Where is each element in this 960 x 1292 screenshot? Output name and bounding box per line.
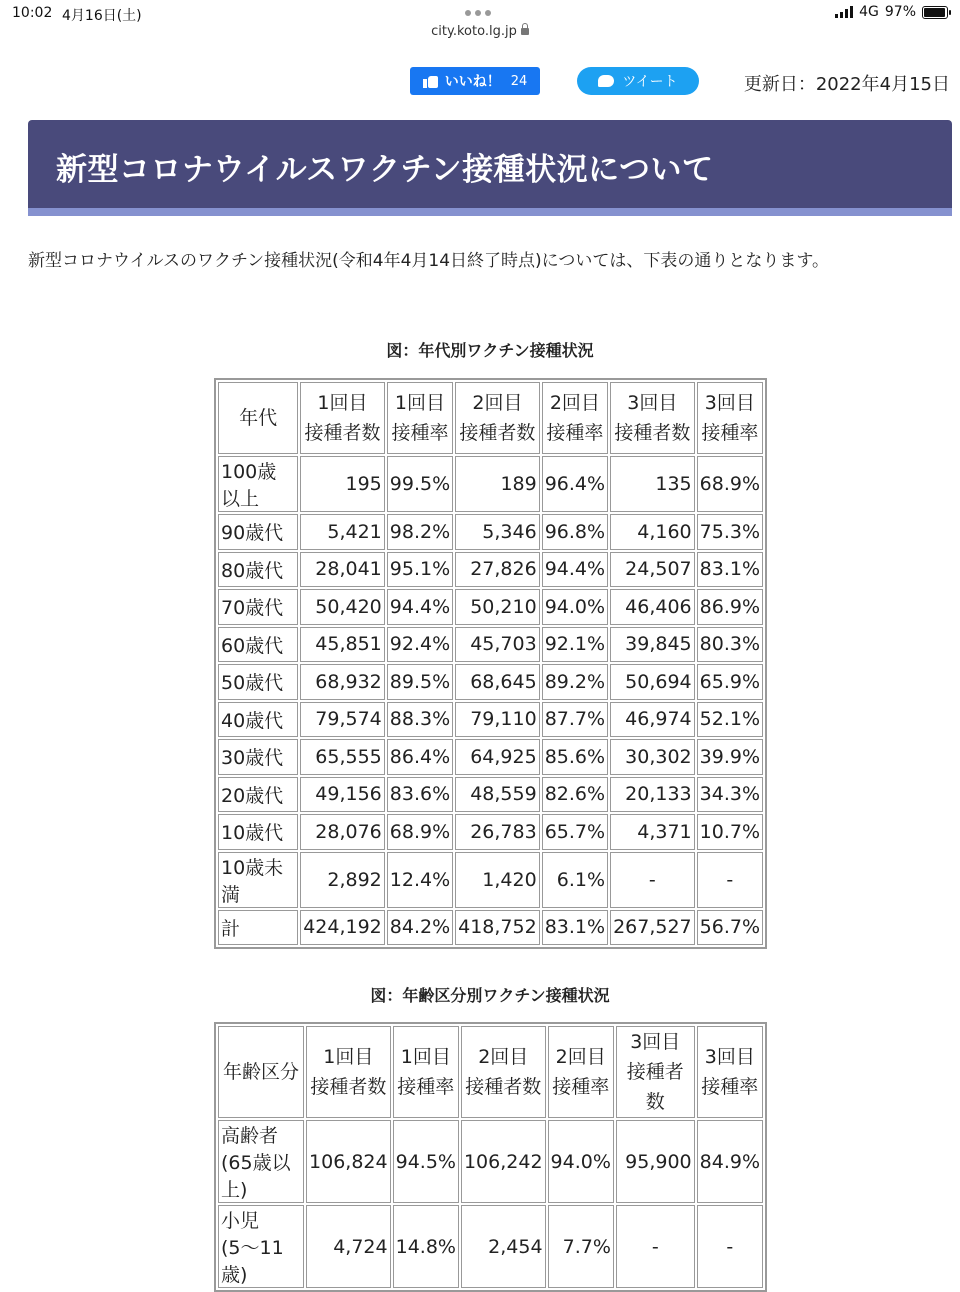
header-cell <box>387 382 453 454</box>
table-cell: 4,371 <box>610 814 695 850</box>
table-row <box>218 514 763 550</box>
table-cell: 79,574 <box>300 702 385 738</box>
row-label: 80歳代 <box>218 552 298 588</box>
table-cell: 28,076 <box>300 814 385 850</box>
header-cell: 年齢区分 <box>218 1026 304 1118</box>
table-cell: 94.5% <box>393 1120 459 1203</box>
table-row <box>218 814 763 850</box>
table-row <box>218 702 763 738</box>
row-label-line: (65歳以上) <box>221 1152 291 1201</box>
header-line: 接種率 <box>546 422 604 444</box>
header-line: 3回目 <box>627 392 678 414</box>
header-line: 接種率 <box>701 422 759 444</box>
header-line: 1回目 <box>400 1046 451 1068</box>
table-cell: 10.7% <box>697 814 763 850</box>
table-cell: 4,160 <box>610 514 695 550</box>
tweet-button[interactable] <box>577 67 699 95</box>
table2-caption: 図：年齢区分別ワクチン接種状況 <box>370 986 610 1005</box>
header-line: 接種率 <box>391 422 449 444</box>
twitter-bird-icon <box>598 75 614 87</box>
table-cell: 7.7% <box>548 1205 614 1288</box>
header-cell <box>610 382 695 454</box>
table-cell: 26,783 <box>455 814 540 850</box>
row-label <box>218 1205 304 1288</box>
table-cell: 189 <box>455 456 540 512</box>
row-label: 70歳代 <box>218 589 298 625</box>
table-cell: - <box>697 852 763 908</box>
table-cell: 2,892 <box>300 852 385 908</box>
table-cell: 80.3% <box>697 627 763 663</box>
table-cell: 106,242 <box>461 1120 546 1203</box>
page-title-bar <box>28 120 952 216</box>
table-cell: 39,845 <box>610 627 695 663</box>
table-row <box>218 910 763 946</box>
table-cell: 50,420 <box>300 589 385 625</box>
row-label: 40歳代 <box>218 702 298 738</box>
table-cell: 195 <box>300 456 385 512</box>
intro-text: 新型コロナウイルスのワクチン接種状況(令和4年4月14日終了時点)については、下表の通りとなります。 <box>28 251 829 271</box>
table-cell: 86.4% <box>387 739 453 775</box>
table-cell: 24,507 <box>610 552 695 588</box>
table-cell: 85.6% <box>542 739 608 775</box>
network-label: 4G <box>859 4 879 20</box>
table-row <box>218 589 763 625</box>
table-cell: 94.4% <box>542 552 608 588</box>
table-cell: 48,559 <box>455 777 540 813</box>
header-line: 接種率 <box>701 1076 759 1098</box>
table-cell: 5,421 <box>300 514 385 550</box>
row-label: 10歳未満 <box>218 852 298 908</box>
table-cell: 68,645 <box>455 664 540 700</box>
header-cell <box>461 1026 546 1118</box>
header-line: 接種者数 <box>614 422 691 444</box>
status-right <box>835 4 948 20</box>
battery-label: 97% <box>884 4 916 20</box>
url-text: city.koto.lg.jp <box>431 24 517 39</box>
table-cell: - <box>616 1205 695 1288</box>
table-cell: 56.7% <box>697 910 763 946</box>
table-cell: 65.7% <box>542 814 608 850</box>
table-cell: 89.2% <box>542 664 608 700</box>
table-cell: 98.2% <box>387 514 453 550</box>
table-cell: 75.3% <box>697 514 763 550</box>
table-header-row <box>218 382 763 454</box>
row-label: 50歳代 <box>218 664 298 700</box>
table-cell: 39.9% <box>697 739 763 775</box>
table-cell: 94.0% <box>542 589 608 625</box>
header-line: 2回目 <box>549 392 600 414</box>
row-label <box>218 1120 304 1203</box>
table-cell: 94.0% <box>548 1120 614 1203</box>
table-header-row <box>218 1026 763 1118</box>
table-cell: 92.1% <box>542 627 608 663</box>
header-line: 1回目 <box>394 392 445 414</box>
table-cell: 96.4% <box>542 456 608 512</box>
table-cell: 83.6% <box>387 777 453 813</box>
table-cell: 68.9% <box>697 456 763 512</box>
header-cell <box>300 382 385 454</box>
row-label: 60歳代 <box>218 627 298 663</box>
table-cell: 84.9% <box>697 1120 763 1203</box>
table-cell: - <box>697 1205 763 1288</box>
row-label: 計 <box>218 910 298 946</box>
table-cell: 83.1% <box>697 552 763 588</box>
table-cell: 418,752 <box>455 910 540 946</box>
table-row <box>218 552 763 588</box>
table-cell: 83.1% <box>542 910 608 946</box>
table-cell: 34.3% <box>697 777 763 813</box>
table-cell: 45,703 <box>455 627 540 663</box>
header-cell <box>697 1026 763 1118</box>
header-cell <box>548 1026 614 1118</box>
table-cell: 82.6% <box>542 777 608 813</box>
table-cell: 14.8% <box>393 1205 459 1288</box>
table-cell: 95,900 <box>616 1120 695 1203</box>
header-cell <box>306 1026 391 1118</box>
header-line: 接種者数 <box>626 1061 684 1113</box>
header-line: 接種者数 <box>465 1076 542 1098</box>
table-cell: 45,851 <box>300 627 385 663</box>
header-cell <box>616 1026 695 1118</box>
like-label: いいね！ <box>444 74 501 90</box>
table-cell: 52.1% <box>697 702 763 738</box>
table-cell: 28,041 <box>300 552 385 588</box>
header-line: 3回目 <box>704 1046 755 1068</box>
table1-caption: 図：年代別ワクチン接種状況 <box>386 341 594 360</box>
battery-icon <box>922 6 948 19</box>
table-cell: 84.2% <box>387 910 453 946</box>
header-line: 接種率 <box>552 1076 610 1098</box>
table-cell: 65.9% <box>697 664 763 700</box>
table-cell: 424,192 <box>300 910 385 946</box>
table-cell: 27,826 <box>455 552 540 588</box>
table-cell: 92.4% <box>387 627 453 663</box>
age-group-table <box>214 378 767 949</box>
table-cell: 135 <box>610 456 695 512</box>
signal-icon <box>835 6 853 18</box>
row-label: 20歳代 <box>218 777 298 813</box>
table-row <box>218 1205 763 1288</box>
header-line: 3回目 <box>630 1031 681 1053</box>
row-label: 30歳代 <box>218 739 298 775</box>
header-line: 2回目 <box>478 1046 529 1068</box>
status-time: 10:02 <box>12 5 53 21</box>
table-cell: 46,406 <box>610 589 695 625</box>
updated-date: 更新日：2022年4月15日 <box>743 74 950 95</box>
header-cell: 年代 <box>218 382 298 454</box>
header-line: 2回目 <box>555 1046 606 1068</box>
header-line: 接種者数 <box>304 422 381 444</box>
header-line: 接種者数 <box>310 1076 387 1098</box>
like-button[interactable] <box>410 67 540 95</box>
header-line: 1回目 <box>317 392 368 414</box>
header-line: 2回目 <box>472 392 523 414</box>
tweet-label: ツイート <box>622 74 678 90</box>
table-cell: 267,527 <box>610 910 695 946</box>
table-cell: 1,420 <box>455 852 540 908</box>
table-cell: 86.9% <box>697 589 763 625</box>
age-category-table <box>214 1022 767 1292</box>
table-cell: 50,210 <box>455 589 540 625</box>
status-date: 4月16日(土) <box>62 8 142 24</box>
table-cell: 50,694 <box>610 664 695 700</box>
table-cell: 94.4% <box>387 589 453 625</box>
table-cell: 2,454 <box>461 1205 546 1288</box>
row-label-line: 小児 <box>221 1210 260 1232</box>
table-cell: 12.4% <box>387 852 453 908</box>
thumbs-up-icon <box>423 74 439 88</box>
url-bar[interactable] <box>0 24 960 39</box>
table-cell: 68.9% <box>387 814 453 850</box>
social-bar <box>0 67 960 97</box>
header-cell <box>393 1026 459 1118</box>
table-cell: 6.1% <box>542 852 608 908</box>
header-line: 接種者数 <box>459 422 536 444</box>
row-label-line: 高齢者 <box>221 1125 279 1147</box>
table-row <box>218 777 763 813</box>
row-label: 100歳以上 <box>218 456 298 512</box>
table-row <box>218 664 763 700</box>
table-cell: 30,302 <box>610 739 695 775</box>
table-row <box>218 1120 763 1203</box>
table-cell: 64,925 <box>455 739 540 775</box>
table-cell: 89.5% <box>387 664 453 700</box>
like-count: 24 <box>510 73 528 89</box>
table-cell: 79,110 <box>455 702 540 738</box>
table-cell: 96.8% <box>542 514 608 550</box>
table-cell: 99.5% <box>387 456 453 512</box>
row-label: 10歳代 <box>218 814 298 850</box>
header-line: 1回目 <box>323 1046 374 1068</box>
table-cell: 88.3% <box>387 702 453 738</box>
table-cell: 4,724 <box>306 1205 391 1288</box>
table-cell: 20,133 <box>610 777 695 813</box>
table-cell: 95.1% <box>387 552 453 588</box>
table-cell: 49,156 <box>300 777 385 813</box>
table-cell: 46,974 <box>610 702 695 738</box>
table-row <box>218 456 763 512</box>
table-row <box>218 627 763 663</box>
table-cell: 5,346 <box>455 514 540 550</box>
header-cell <box>697 382 763 454</box>
table-cell: 68,932 <box>300 664 385 700</box>
table-cell: 87.7% <box>542 702 608 738</box>
lock-icon <box>521 28 529 35</box>
table-cell: 65,555 <box>300 739 385 775</box>
header-cell <box>542 382 608 454</box>
row-label: 90歳代 <box>218 514 298 550</box>
header-cell <box>455 382 540 454</box>
table-cell: 106,824 <box>306 1120 391 1203</box>
table-cell: - <box>610 852 695 908</box>
header-line: 3回目 <box>704 392 755 414</box>
tab-dots-icon[interactable] <box>465 10 491 16</box>
page-title: 新型コロナウイルスワクチン接種状況について <box>56 152 714 188</box>
row-label-line: (5～11歳) <box>221 1237 284 1286</box>
table-row <box>218 739 763 775</box>
table-row <box>218 852 763 908</box>
header-line: 接種率 <box>397 1076 455 1098</box>
